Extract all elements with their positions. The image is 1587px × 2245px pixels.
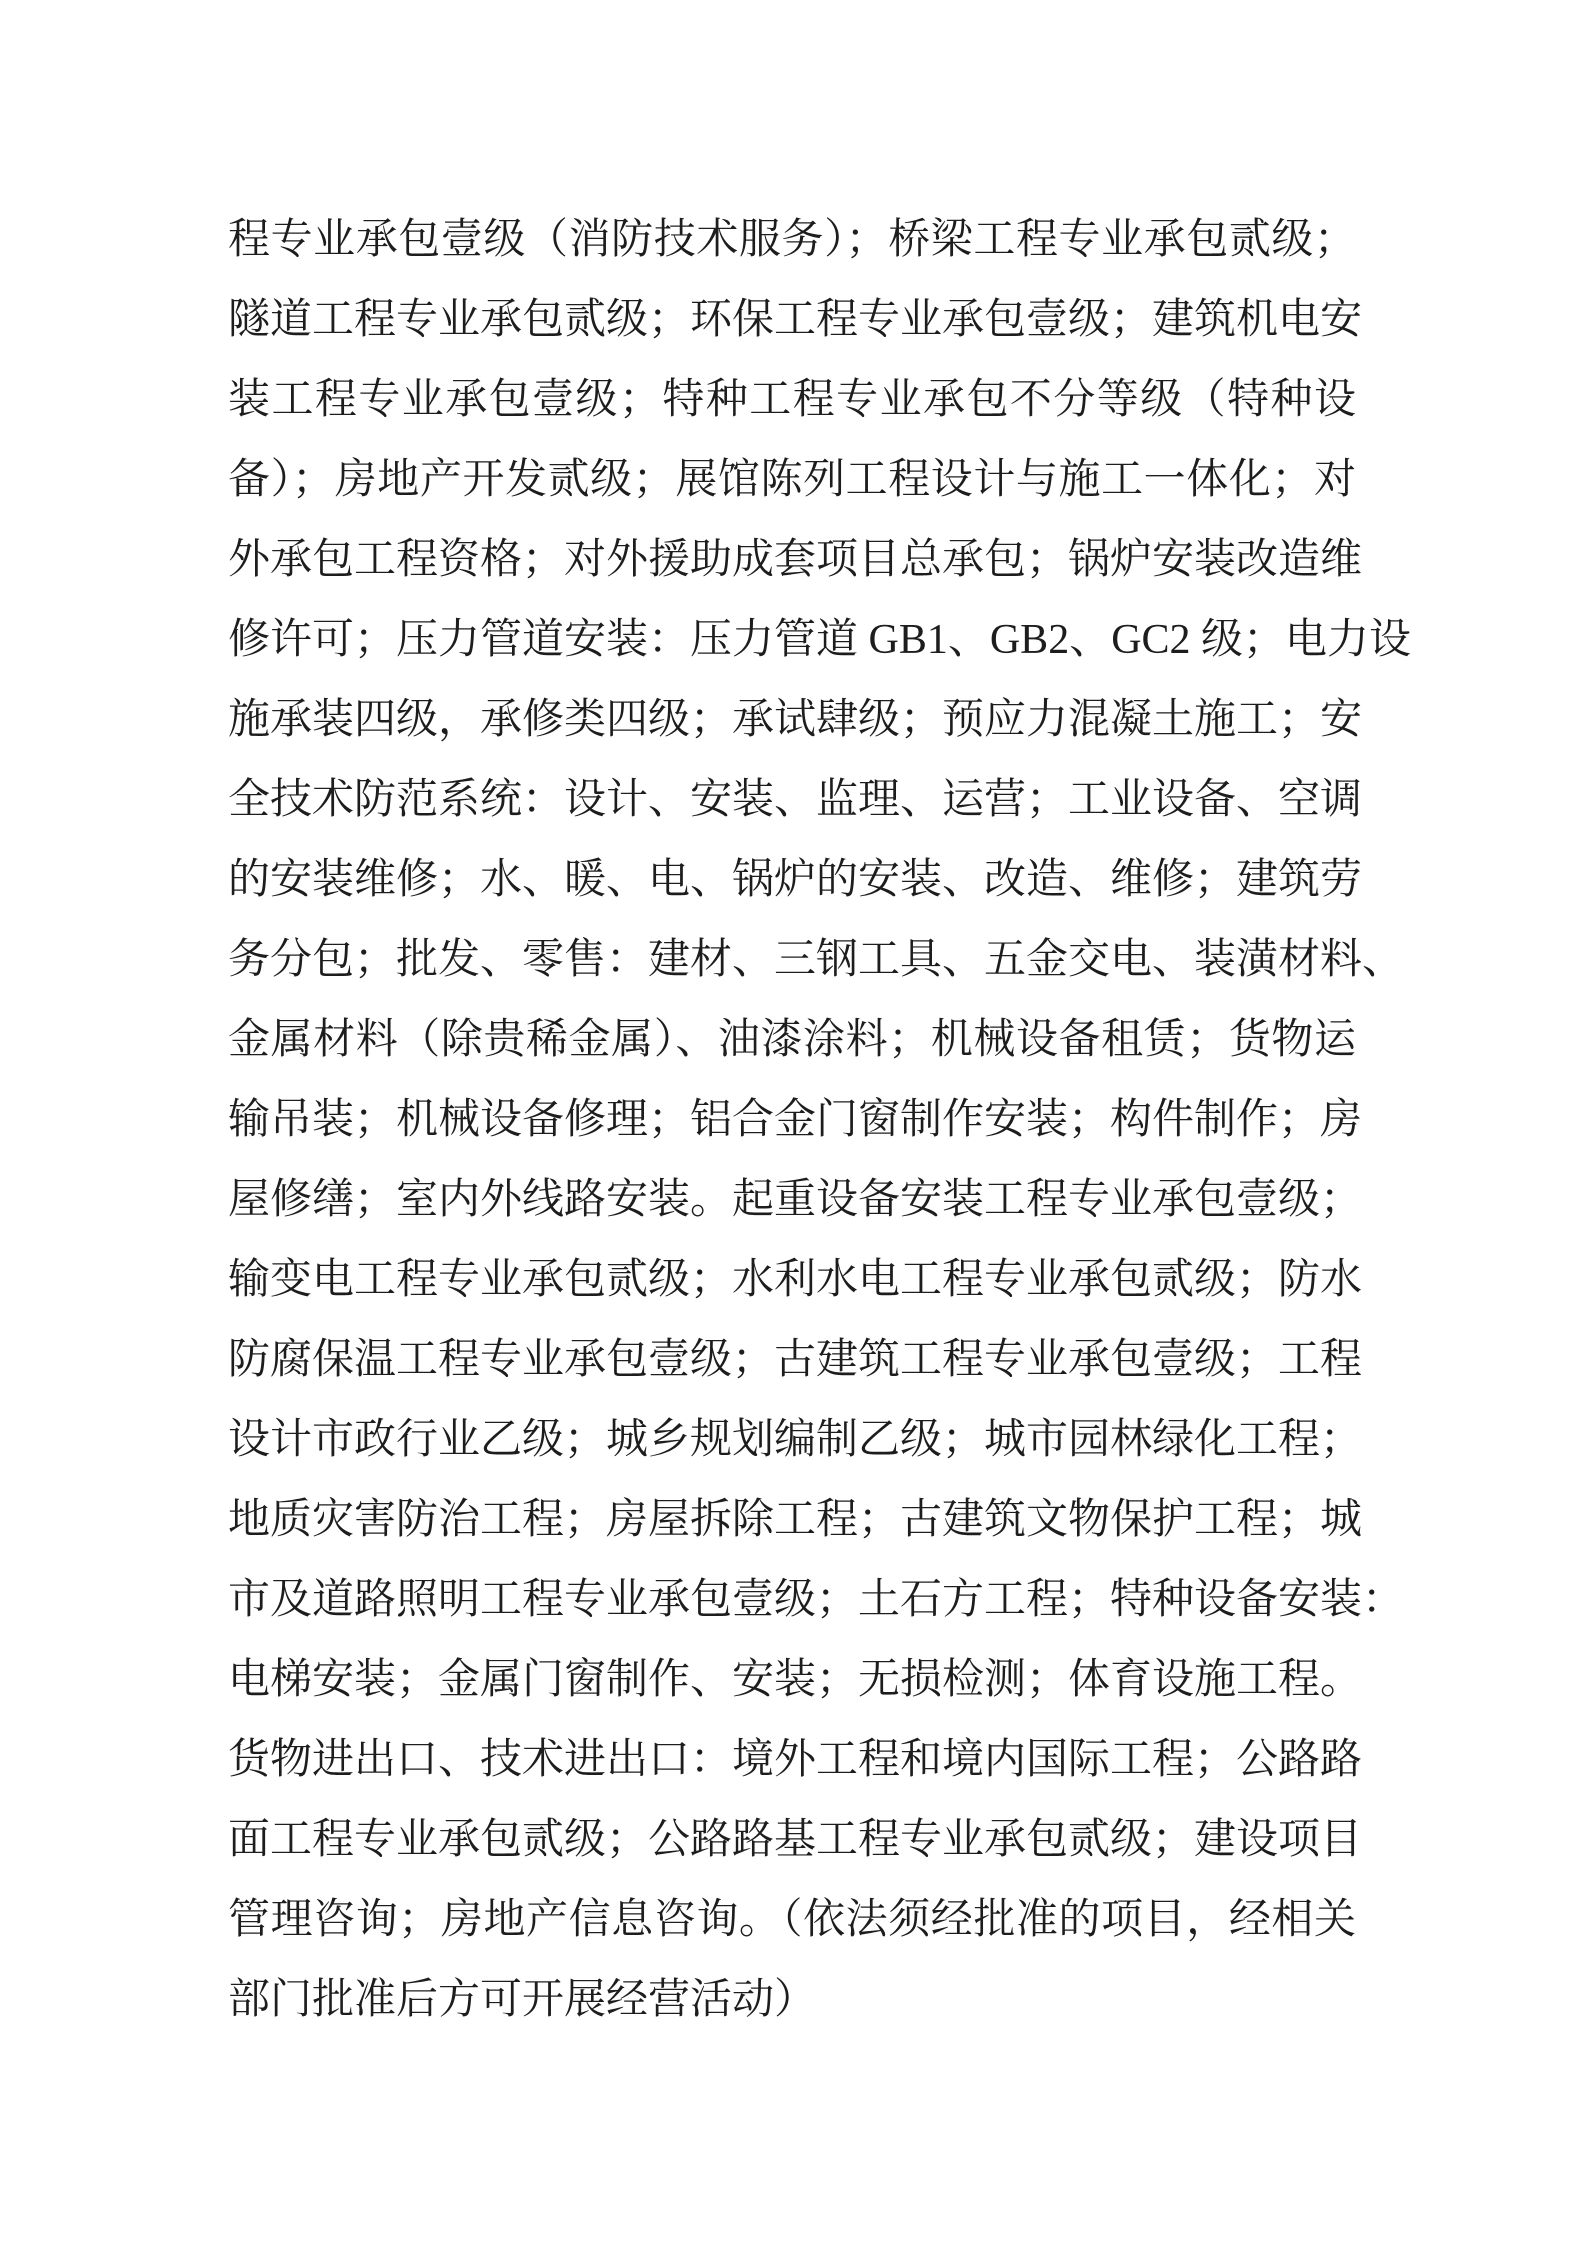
text-line: 的安装维修；水、暖、电、锅炉的安装、改造、维修；建筑劳	[228, 857, 1363, 903]
text-line: 程专业承包壹级（消防技术服务）；桥梁工程专业承包贰级；	[228, 217, 1356, 263]
text-line: 输吊装；机械设备修理；铝合金门窗制作安装；构件制作；房	[228, 1097, 1363, 1143]
text-line: 屋修缮；室内外线路安装。起重设备安装工程专业承包壹级；	[228, 1177, 1363, 1223]
text-line: 施承装四级，承修类四级；承试肆级；预应力混凝土施工；安	[228, 697, 1363, 743]
text-line: 外承包工程资格；对外援助成套项目总承包；锅炉安装改造维	[228, 537, 1363, 583]
text-line: 部门批准后方可开展经营活动）	[228, 1977, 817, 2023]
text-line: 务分包；批发、零售：建材、三钢工具、五金交电、装潢材料、	[228, 937, 1405, 983]
business-scope-paragraph	[228, 200, 1412, 2040]
text-line: 修许可；压力管道安装：压力管道 GB1、GB2、GC2 级；电力设	[228, 617, 1412, 663]
text-line: 设计市政行业乙级；城乡规划编制乙级；城市园林绿化工程；	[228, 1417, 1363, 1463]
text-line: 隧道工程专业承包贰级；环保工程专业承包壹级；建筑机电安	[228, 297, 1363, 343]
text-line: 货物进出口、技术进出口：境外工程和境内国际工程；公路路	[228, 1737, 1363, 1783]
text-line: 装工程专业承包壹级；特种工程专业承包不分等级（特种设	[228, 377, 1356, 423]
text-line: 面工程专业承包贰级；公路路基工程专业承包贰级；建设项目	[228, 1817, 1363, 1863]
text-line: 金属材料（除贵稀金属）、油漆涂料；机械设备租赁；货物运	[228, 1017, 1356, 1063]
text-line: 全技术防范系统：设计、安装、监理、运营；工业设备、空调	[228, 777, 1363, 823]
text-line: 输变电工程专业承包贰级；水利水电工程专业承包贰级；防水	[228, 1257, 1363, 1303]
text-line: 备）；房地产开发贰级；展馆陈列工程设计与施工一体化；对	[228, 457, 1356, 503]
text-line: 管理咨询；房地产信息咨询。（依法须经批准的项目，经相关	[228, 1897, 1356, 1943]
text-line: 防腐保温工程专业承包壹级；古建筑工程专业承包壹级；工程	[228, 1337, 1363, 1383]
text-line: 市及道路照明工程专业承包壹级；土石方工程；特种设备安装：	[228, 1577, 1405, 1623]
text-line: 地质灾害防治工程；房屋拆除工程；古建筑文物保护工程；城	[228, 1497, 1363, 1543]
text-line: 电梯安装；金属门窗制作、安装；无损检测；体育设施工程。	[228, 1657, 1363, 1703]
